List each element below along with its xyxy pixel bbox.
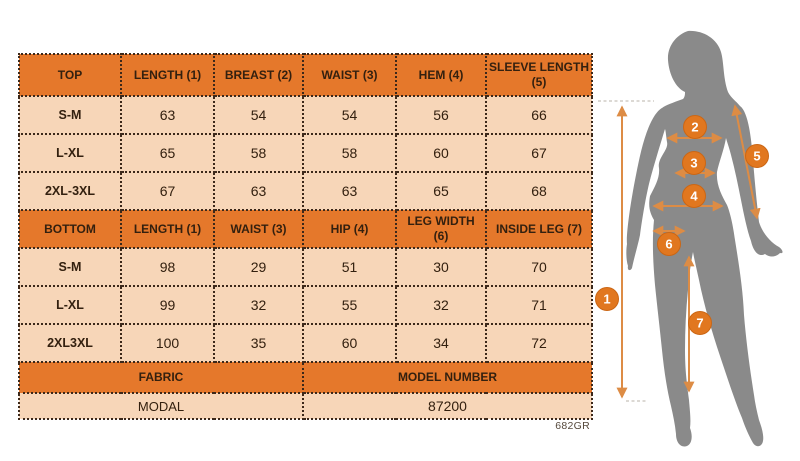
measure-value: 72 <box>486 324 592 362</box>
size-chart-table <box>18 53 593 420</box>
top-header-cell: WAIST (3) <box>303 54 396 96</box>
bottom-header-cell: LENGTH (1) <box>121 210 214 248</box>
marker-circle-3 <box>683 152 706 175</box>
measure-value: 63 <box>121 96 214 134</box>
marker-circle-4 <box>683 185 706 208</box>
measure-value: 30 <box>396 248 486 286</box>
top-header-cell: TOP <box>19 54 121 96</box>
fabric-value-row <box>19 393 592 419</box>
table-row <box>19 248 592 286</box>
size-label: S-M <box>19 248 121 286</box>
marker-circle-5 <box>746 145 769 168</box>
size-label: 2XL-3XL <box>19 172 121 210</box>
measure-value: 67 <box>486 134 592 172</box>
bottom-header-cell: LEG WIDTH (6) <box>396 210 486 248</box>
table-row <box>19 96 592 134</box>
size-label: L-XL <box>19 134 121 172</box>
measure-value: 56 <box>396 96 486 134</box>
table-row <box>19 134 592 172</box>
measurement-figure <box>590 0 800 456</box>
measure-value: 100 <box>121 324 214 362</box>
svg-text:6: 6 <box>665 236 673 252</box>
bottom-header-cell: HIP (4) <box>303 210 396 248</box>
model-number-value: 87200 <box>303 393 592 419</box>
bottom-header-cell: BOTTOM <box>19 210 121 248</box>
measure-value: 66 <box>486 96 592 134</box>
measure-value: 54 <box>214 96 303 134</box>
svg-text:3: 3 <box>690 155 698 171</box>
table-row <box>19 286 592 324</box>
top-header-cell: BREAST (2) <box>214 54 303 96</box>
style-code: 682GR <box>555 420 590 432</box>
measure-value: 34 <box>396 324 486 362</box>
measure-value: 68 <box>486 172 592 210</box>
measure-value: 60 <box>303 324 396 362</box>
measure-value: 54 <box>303 96 396 134</box>
measure-value: 51 <box>303 248 396 286</box>
measure-value: 32 <box>214 286 303 324</box>
measure-value: 67 <box>121 172 214 210</box>
table-row <box>19 324 592 362</box>
measure-value: 55 <box>303 286 396 324</box>
measure-value: 65 <box>121 134 214 172</box>
top-header-cell: HEM (4) <box>396 54 486 96</box>
measure-value: 35 <box>214 324 303 362</box>
top-header-cell: SLEEVE LENGTH (5) <box>486 54 592 96</box>
measure-value: 70 <box>486 248 592 286</box>
top-header-cell: LENGTH (1) <box>121 54 214 96</box>
measure-value: 29 <box>214 248 303 286</box>
size-label: 2XL3XL <box>19 324 121 362</box>
measure-value: 99 <box>121 286 214 324</box>
measure-value: 58 <box>303 134 396 172</box>
measure-value: 32 <box>396 286 486 324</box>
fabric-label: FABRIC <box>19 362 303 393</box>
size-label: S-M <box>19 96 121 134</box>
measure-value: 71 <box>486 286 592 324</box>
measure-value: 60 <box>396 134 486 172</box>
svg-text:1: 1 <box>603 291 611 307</box>
fabric-value: MODAL <box>19 393 303 419</box>
measure-value: 63 <box>303 172 396 210</box>
marker-circle-1 <box>596 288 619 311</box>
svg-text:7: 7 <box>696 315 704 331</box>
measure-value: 63 <box>214 172 303 210</box>
marker-circle-7 <box>689 312 712 335</box>
measure-value: 58 <box>214 134 303 172</box>
fabric-header-row <box>19 362 592 393</box>
svg-text:4: 4 <box>690 188 698 204</box>
measure-value: 98 <box>121 248 214 286</box>
top-header-row <box>19 54 592 96</box>
female-silhouette <box>626 31 782 447</box>
svg-text:5: 5 <box>753 148 761 164</box>
marker-circle-2 <box>684 116 707 139</box>
size-label: L-XL <box>19 286 121 324</box>
svg-text:2: 2 <box>691 119 699 135</box>
marker-circle-6 <box>658 233 681 256</box>
bottom-header-cell: INSIDE LEG (7) <box>486 210 592 248</box>
table-row <box>19 172 592 210</box>
model-number-label: MODEL NUMBER <box>303 362 592 393</box>
bottom-header-cell: WAIST (3) <box>214 210 303 248</box>
bottom-header-row <box>19 210 592 248</box>
measure-value: 65 <box>396 172 486 210</box>
